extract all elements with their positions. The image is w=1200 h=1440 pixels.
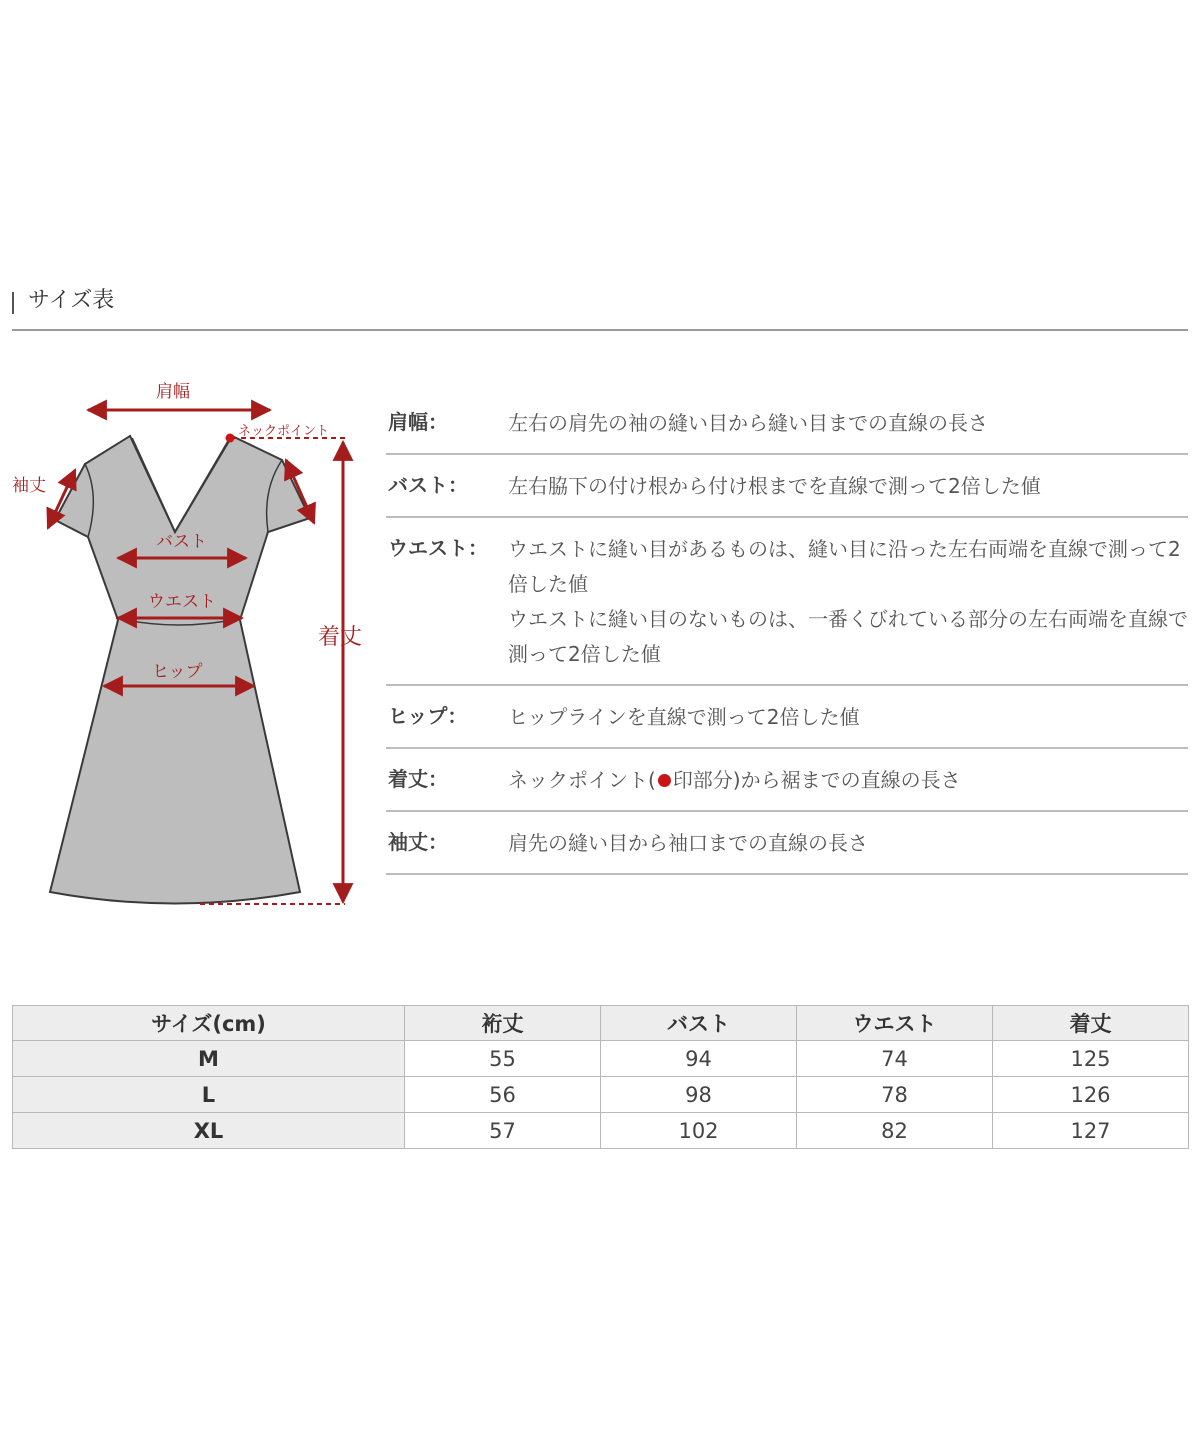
definition-row-length <box>386 749 1188 812</box>
label-shoulder: 肩幅 <box>156 382 190 402</box>
definition-description <box>508 826 1188 861</box>
red-dot-icon <box>658 774 671 787</box>
definition-term: バスト： <box>388 473 468 497</box>
cell-bust: 94 <box>601 1041 797 1077</box>
cell-size: XL <box>13 1113 405 1149</box>
definition-line <box>508 763 1188 798</box>
header-size: サイズ(cm) <box>13 1006 405 1041</box>
definition-line: ウエストに縫い目があるものは、縫い目に沿った左右両端を直線で測って2倍した値 <box>508 537 1181 596</box>
cell-yuki: 57 <box>405 1113 601 1149</box>
cell-yuki: 55 <box>405 1041 601 1077</box>
cell-length: 127 <box>993 1113 1189 1149</box>
cell-bust: 102 <box>601 1113 797 1149</box>
cell-length: 126 <box>993 1077 1189 1113</box>
definition-term: ヒップ： <box>388 704 468 728</box>
definition-line: 左右脇下の付け根から付け根までを直線で測って2倍した値 <box>508 474 1041 498</box>
label-length: 着丈 <box>318 625 363 650</box>
label-waist: ウエスト <box>148 592 216 612</box>
definition-line: 肩先の縫い目から袖口までの直線の長さ <box>508 831 868 855</box>
table-row <box>13 1113 1189 1149</box>
cell-size: L <box>13 1077 405 1113</box>
label-neck-point: ネックポイント <box>238 424 330 439</box>
definition-line: 左右の肩先の袖の縫い目から縫い目までの直線の長さ <box>508 411 988 435</box>
definition-line: ヒップラインを直線で測って2倍した値 <box>508 705 860 729</box>
section-title: サイズ表 <box>28 288 115 313</box>
definition-row-waist <box>386 518 1188 686</box>
definition-term: ウエスト： <box>388 536 488 560</box>
header-yuki: 裄丈 <box>405 1006 601 1041</box>
definition-row-hip <box>386 686 1188 749</box>
definition-line: ウエストに縫い目のないものは、一番くびれている部分の左右両端を直線で測って2倍した値 <box>508 607 1188 666</box>
header-bust: バスト <box>601 1006 797 1041</box>
section-header <box>12 284 1188 331</box>
table-header-row <box>13 1006 1189 1041</box>
size-table <box>12 1005 1189 1149</box>
table-row <box>13 1041 1189 1077</box>
definition-row-sleeve <box>386 812 1188 875</box>
section-header-bar <box>12 292 14 314</box>
measurement-diagram <box>0 370 380 920</box>
definition-description <box>508 763 1188 798</box>
label-hip: ヒップ <box>152 662 203 682</box>
table-row <box>13 1077 1189 1113</box>
header-length: 着丈 <box>993 1006 1189 1041</box>
header-waist: ウエスト <box>797 1006 993 1041</box>
label-bust: バスト <box>156 532 207 552</box>
measurement-definitions <box>386 392 1188 875</box>
definition-row-bust <box>386 455 1188 518</box>
label-sleeve: 袖丈 <box>12 476 46 496</box>
definition-row-shoulder <box>386 392 1188 455</box>
definition-term: 肩幅： <box>388 410 448 434</box>
definition-text-after: 印部分)から裾までの直線の長さ <box>672 768 961 792</box>
definition-term: 着丈： <box>388 767 448 791</box>
cell-size: M <box>13 1041 405 1077</box>
definition-text-before: ネックポイント( <box>508 768 656 792</box>
cell-waist: 74 <box>797 1041 993 1077</box>
neck-point-dot <box>226 434 235 443</box>
cell-yuki: 56 <box>405 1077 601 1113</box>
cell-length: 125 <box>993 1041 1189 1077</box>
definition-description <box>508 700 1188 735</box>
definition-term: 袖丈： <box>388 830 448 854</box>
definition-description <box>508 406 1188 441</box>
cell-bust: 98 <box>601 1077 797 1113</box>
cell-waist: 82 <box>797 1113 993 1149</box>
cell-waist: 78 <box>797 1077 993 1113</box>
definition-description <box>508 532 1188 672</box>
definition-description <box>508 469 1188 504</box>
